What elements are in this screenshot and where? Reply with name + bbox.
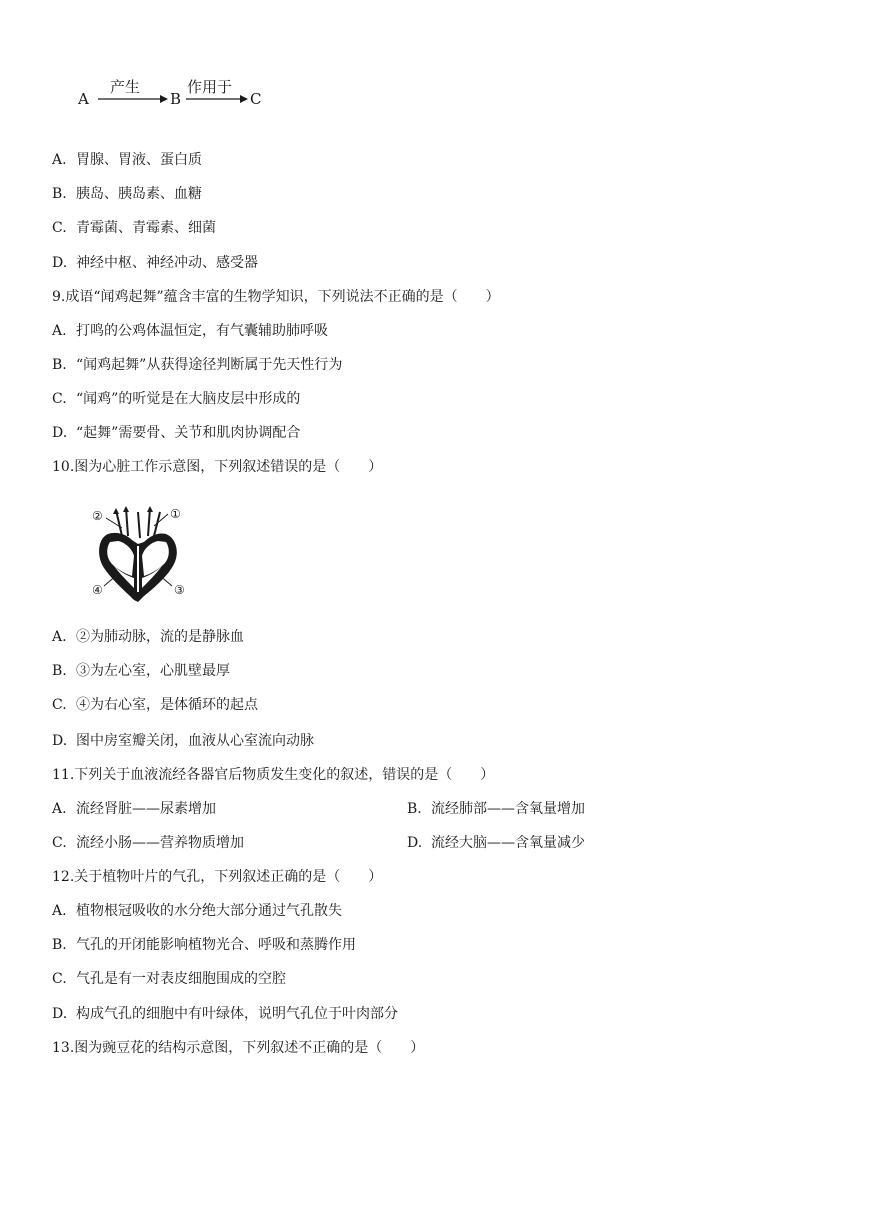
option-text: 打鸣的公鸡体温恒定，有气囊辅助肺呼吸 [76,323,328,339]
option-label: A. [52,801,67,817]
node-b: B [170,90,182,108]
option-label: A. [52,629,67,645]
option-label: C. [52,835,67,851]
option-text: 气孔是有一对表皮细胞围成的空腔 [76,971,286,987]
q10-option-b [52,661,230,681]
q12-stem: 12.关于植物叶片的气孔，下列叙述正确的是（ ） [52,869,383,885]
q9-option-a [52,321,328,341]
q13-stem: 13.图为豌豆花的结构示意图，下列叙述不正确的是（ ） [52,1040,425,1056]
option-label: B. [52,663,67,679]
node-a: A [78,90,89,108]
option-label: A. [52,152,67,168]
flow-diagram [70,72,280,112]
arrow1-label: 产生 [110,78,141,96]
option-label: D. [52,255,68,271]
option-text: 神经中枢、神经冲动、感受器 [76,255,258,271]
option-label: B. [52,937,67,953]
option-label: A. [52,323,67,339]
option-text: ③为左心室，心肌壁最厚 [76,663,230,679]
q12-option-c [52,969,286,989]
q8-option-a [52,150,202,170]
option-text: “闻鸡”的听觉是在大脑皮层中形成的 [76,391,301,407]
heart-diagram [88,504,193,604]
heart-label-1: ① [170,507,181,521]
option-text: 构成气孔的细胞中有叶绿体，说明气孔位于叶肉部分 [76,1006,398,1022]
option-text: 青霉菌、青霉素、细菌 [76,220,216,236]
option-label: A. [52,903,67,919]
node-c: C [250,90,262,108]
option-label: C. [52,971,67,987]
q12-option-d [52,1004,398,1024]
q9-option-d [52,423,300,443]
arrow2-label: 作用于 [187,78,233,96]
option-text: 流经肾脏——尿素增加 [76,801,216,817]
option-label: B. [52,186,67,202]
q10-option-c [52,695,258,715]
option-text: ④为右心室，是体循环的起点 [76,697,258,713]
option-text: 胃腺、胃液、蛋白质 [76,152,202,168]
q9-stem: 9.成语“闻鸡起舞”蕴含丰富的生物学知识，下列说法不正确的是（ ） [52,289,500,305]
heart-label-4: ④ [92,583,103,597]
option-label: C. [52,220,67,236]
q12-option-a [52,901,342,921]
q10-option-d [52,731,314,751]
option-label: B. [52,357,67,373]
q11-stem: 11.下列关于血液流经各器官后物质发生变化的叙述，错误的是（ ） [52,767,495,783]
option-text: “闻鸡起舞”从获得途径判断属于先天性行为 [76,357,343,373]
q10-option-a [52,627,244,647]
q11-option-c [52,833,244,853]
heart-label-2: ② [92,509,103,523]
q8-option-b [52,184,202,204]
q9-option-b [52,355,342,375]
q8-option-d [52,253,258,273]
option-label: D. [52,425,68,441]
heart-label-3: ③ [174,583,185,597]
option-text: 流经肺部——含氧量增加 [431,801,585,817]
q11-option-a [52,799,216,819]
option-text: 胰岛、胰岛素、血糖 [76,186,202,202]
option-label: D. [407,835,423,851]
option-label: D. [52,1006,68,1022]
option-text: 植物根冠吸收的水分绝大部分通过气孔散失 [76,903,342,919]
option-text: 流经小肠——营养物质增加 [76,835,244,851]
option-text: 图中房室瓣关闭，血液从心室流向动脉 [76,733,314,749]
q11-option-b [407,799,585,819]
q12-option-b [52,935,356,955]
q8-option-c [52,218,216,238]
option-label: D. [52,733,68,749]
q11-option-d [407,833,585,853]
option-label: C. [52,697,67,713]
option-label: B. [407,801,422,817]
option-label: C. [52,391,67,407]
option-text: 流经大脑——含氧量减少 [431,835,585,851]
q9-option-c [52,389,300,409]
q10-stem: 10.图为心脏工作示意图，下列叙述错误的是（ ） [52,459,383,475]
option-text: ②为肺动脉，流的是静脉血 [76,629,244,645]
option-text: 气孔的开闭能影响植物光合、呼吸和蒸腾作用 [76,937,356,953]
option-text: “起舞”需要骨、关节和肌肉协调配合 [76,425,301,441]
